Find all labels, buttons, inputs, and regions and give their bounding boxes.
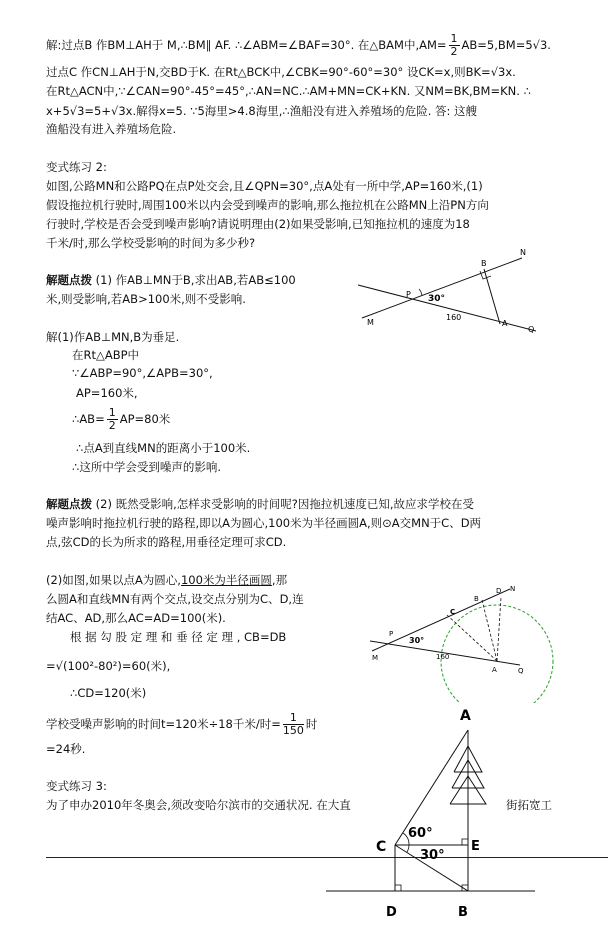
sol-2-line-2: 么圆A和直线MN有两个交点,设交点分别为C、D,连 [46,592,304,606]
frac-den: 2 [108,419,116,432]
figure-1-diagram [350,245,550,340]
label-b: B [458,905,468,920]
text: AP=80米 [119,412,171,426]
solution-line-2: 过点C 作CN⊥AH于N,交BD于K. 在Rt△BCK中,∠CBK=90°-60°=30° 设CK=x,则BK=√3x. [46,65,516,79]
exercise-3-line-1b: 街拓宽工 [506,798,552,812]
tree-icon [450,740,486,812]
label-d: D [386,905,397,920]
label-q: Q [518,667,524,675]
text: (1) 作AB⊥MN于B,求出AB,若AB≤100 [95,273,296,287]
line-mn [362,258,522,318]
exercise-2-line-3: 行驶时,学校是否会受到噪声影响?请说明理由(2)如果受影响,已知拖拉机的速度为18 [46,217,470,231]
text: 解:过点B 作BM⊥AH于 M,∴BM∥ AF. ∴∠ABM=∠BAF=30°. 在△BAM中,AM= [46,38,447,52]
fraction [107,407,118,432]
label-q: Q [528,325,535,334]
frac-den: 2 [450,45,458,58]
label-n: N [520,248,526,257]
sol-2-line-7 [46,712,317,737]
sol-1-line-3: ∵∠ABP=90°,∠APB=30°, [72,366,213,380]
tip-2-line-3: 点,弦CD的长为所求的路程,用垂径定理可求CD. [46,535,287,549]
text: 时 [305,717,318,731]
label-b: B [481,259,487,268]
angle-label-60: 60° [408,826,433,841]
tip-2-line-1 [46,497,474,512]
solution-line-5: 渔船没有进入养殖场危险. [46,122,177,136]
line-pq [358,285,536,331]
label-p: P [406,290,411,299]
length-label: 160 [436,653,450,661]
angle-label: 30° [428,294,446,304]
label-c: C [376,839,387,855]
frac-num: 1 [108,406,116,419]
text: ∴AB= [72,412,105,426]
label-m: M [367,318,374,327]
exercise-2-line-2: 假设拖拉机行驶时,周围100米以内会受到噪声的影响,那么拖拉机在公路MN上沿PN方向 [46,198,489,212]
label-b: B [474,595,479,603]
frac-num: 1 [283,712,304,725]
sol-1-line-2: 在Rt△ABP中 [72,348,140,362]
angle-label-30: 30° [420,848,445,863]
segment-ab [482,600,497,661]
frac-den: 150 [282,724,304,737]
label-d: D [496,587,502,595]
sol-1-line-1: 解(1)作AB⊥MN,B为垂足. [46,330,180,344]
label-e: E [471,839,480,854]
tip-2-line-2: 噪声影响时拖拉机行驶的路程,即以A为圆心,100米为半径画圆A,则⊙A交MN于C、D两 [46,516,482,530]
label-a: A [502,319,508,328]
fraction [449,33,460,58]
text: ,那 [271,573,288,587]
underlined-text: 100米为半径画圆 [180,573,272,587]
segment-ad [497,597,501,661]
label-n: N [510,585,516,593]
sol-2-line-6: ∴CD=120(米) [70,686,147,700]
exercise-3-line-1: 为了申办2010年冬奥会,须改变哈尔滨市的交通状况. 在大直 [46,798,351,812]
tip-label: 解题点拨 [46,273,92,287]
label-m: M [372,654,379,662]
text: (2) 既然受影响,怎样求受影响的时间呢?因拖拉机速度已知,故应求学校在受 [95,497,475,511]
sol-2-line-8: =24秒. [46,742,86,756]
exercise-2-line-1: 如图,公路MN和公路PQ在点P处交会,且∠QPN=30°,点A处有一所中学,AP=160米,(1) [46,179,483,193]
angle-arc [419,289,422,296]
angle-arc-30 [407,845,409,852]
figure-3-diagram [320,700,560,931]
line-ab [484,269,500,324]
sol-1-line-4: AP=160米, [76,386,138,400]
line-mn [372,589,510,651]
text: AB=5,BM=5√3. [461,38,551,52]
angle-label: 30° [409,636,425,645]
solution-line-3: 在Rt△ACN中,∵∠CAN=90°-45°=45°,∴AN=NC.∴AM+MN=CK+KN. 又NM=BK,BM=KN. ∴ [46,84,531,98]
label-a: A [460,708,471,724]
fraction [283,712,304,737]
tip-label: 解题点拨 [46,497,92,511]
figure-2-diagram [362,583,557,703]
right-angle-d [395,885,401,891]
label-p: P [389,630,394,638]
sol-2-line-1 [46,573,287,588]
text: (2)如图,如果以点A为圆心, [46,573,181,587]
exercise-2-title: 变式练习 2: [46,160,107,174]
label-c: C [450,608,456,616]
label-a: A [492,666,497,674]
length-label: 160 [446,313,462,322]
circle-a [441,605,553,703]
frac-num: 1 [450,32,458,45]
tip-1-line-1 [46,273,296,288]
solution-line-1 [46,33,551,58]
text: 学校受噪声影响的时间t=120米÷18千米/时= [46,717,281,731]
sol-2-line-3: 结AC、AD,那么AC=AD=100(米). [46,611,226,625]
sol-2-line-5: =√(100²-80²)=60(米), [46,659,171,673]
exercise-3-title: 变式练习 3: [46,779,107,793]
sol-2-line-4: 根 据 勾 股 定 理 和 垂 径 定 理 , CB=DB [70,630,287,644]
right-angle-e [462,839,468,845]
sol-1-line-7: ∴这所中学会受到噪声的影响. [72,460,221,474]
exercise-2-line-4: 千米/时,那么学校受影响的时间为多少秒? [46,236,256,250]
sol-1-line-5 [72,407,170,432]
solution-line-4: x+5√3=5+√3x.解得x=5. ∵5海里>4.8海里,∴渔船没有进入养殖场的危险. 答: 这艘 [46,104,478,118]
sol-1-line-6: ∴点A到直线MN的距离小于100米. [76,441,251,455]
tip-1-line-2: 米,则受影响,若AB>100米,则不受影响. [46,292,246,306]
